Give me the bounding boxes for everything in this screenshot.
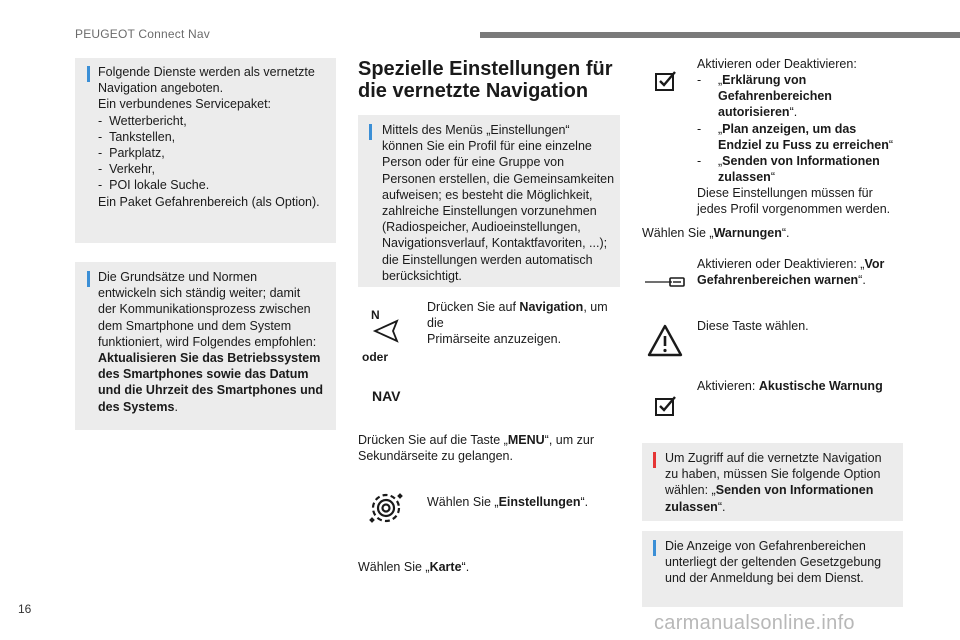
list-item: - POI lokale Suche. [98, 178, 210, 193]
warning-marker [653, 452, 656, 468]
document-header-title: PEUGEOT Connect Nav [75, 27, 210, 41]
info-marker [87, 271, 90, 287]
list-item: - Verkehr, [98, 162, 155, 177]
standards-text: Die Grundsätze und Normen entwickeln sich ständig weiter; damit der Kommunikationsprozess zwischen dem Smartphone und dem System funktioniert, wird Folgendes empfohlen: Aktualisieren Sie das Betriebssystem des Smartphones sowie das Datum und die Uhrzeit des Smartphones und des Systems. [98, 270, 324, 414]
select-warnings-text: Wählen Sie „Warnungen“. [642, 226, 790, 240]
svg-text:N: N [371, 308, 380, 322]
select-map-text: Wählen Sie „Karte“. [358, 560, 470, 574]
services-text [98, 64, 333, 210]
select-settings-text: Wählen Sie „Einstellungen“. [427, 495, 589, 509]
nav-button-label: NAV [372, 388, 401, 404]
list-item: „Erklärung von Gefahrenbereichen autorisieren“. [718, 73, 832, 120]
text-line: Ein verbundenes Servicepaket: [98, 97, 272, 112]
press-navigation-text: Drücken Sie auf Navigation, um die Primärseite anzuzeigen. [427, 300, 608, 347]
legislation-text: Die Anzeige von Gefahrenbereichen unterliegt der geltenden Gesetzgebung und der Anmeldung bei dem Dienst. [665, 539, 882, 586]
acoustic-warning-text: Aktivieren: Akustische Warnung [697, 379, 883, 393]
list-item: - Tankstellen, [98, 129, 176, 144]
access-warning-text: Um Zugriff auf die vernetzte Navigation zu haben, müssen Sie folgende Option wählen: „Senden von Informationen zulassen“. [665, 451, 882, 514]
info-marker [369, 124, 372, 140]
list-item: - Wetterbericht, [98, 113, 187, 128]
watermark: carmanualsonline.info [654, 612, 855, 634]
text-line: Navigation angeboten. [98, 81, 224, 96]
warning-triangle-icon [647, 324, 683, 361]
profile-note: Diese Einstellungen müssen für jedes Profil vorgenommen werden. [697, 186, 891, 217]
menu-text: Drücken Sie auf die Taste „MENU“, um zur Sekundärseite zu gelangen. [358, 433, 594, 464]
list-item: „Senden von Informationen zulassen“ [718, 154, 880, 185]
navigation-arrow-icon [367, 307, 407, 346]
header-rule [480, 32, 960, 38]
checkbox-icon [655, 395, 677, 420]
list-item: - Parkplatz, [98, 146, 165, 161]
info-marker [653, 540, 656, 556]
info-marker [87, 66, 90, 82]
activate-deactivate-title: Aktivieren oder Deaktivieren: [697, 57, 857, 71]
settings-info-text: Mittels des Menüs „Einstellungen“ können Sie ein Profil für eine einzelne Person oder für eine Gruppe von Personen erstellen, die Gemeinsamkeiten aufweisen; es besteht die Möglichkeit, zahlreiche Einstellungen vorzunehmen (Radiospeicher, Audioeinstellungen, Navigationsverlauf, Kontaktfavoriten, ...); die Einstellungen werden automatisch berücksichtigt. [382, 123, 615, 283]
select-this-button-text: Diese Taste wählen. [697, 319, 809, 333]
checkbox-icon [655, 70, 677, 95]
section-heading: Spezielle Einstellungen für die vernetzte Navigation [358, 58, 613, 102]
text-line: Ein Paket Gefahrenbereich (als Option). [98, 194, 320, 209]
list-item: „Plan anzeigen, um das Endziel zu Fuss zu erreichen“ [718, 122, 894, 153]
page-number: 16 [18, 602, 32, 616]
slider-icon [644, 276, 686, 291]
or-label: oder [362, 350, 389, 364]
gear-icon [366, 488, 410, 533]
warn-danger-zones-text: Aktivieren oder Deaktivieren: „Vor Gefahrenbereichen warnen“. [697, 257, 885, 288]
text-line: Folgende Dienste werden als vernetzte [98, 65, 315, 79]
